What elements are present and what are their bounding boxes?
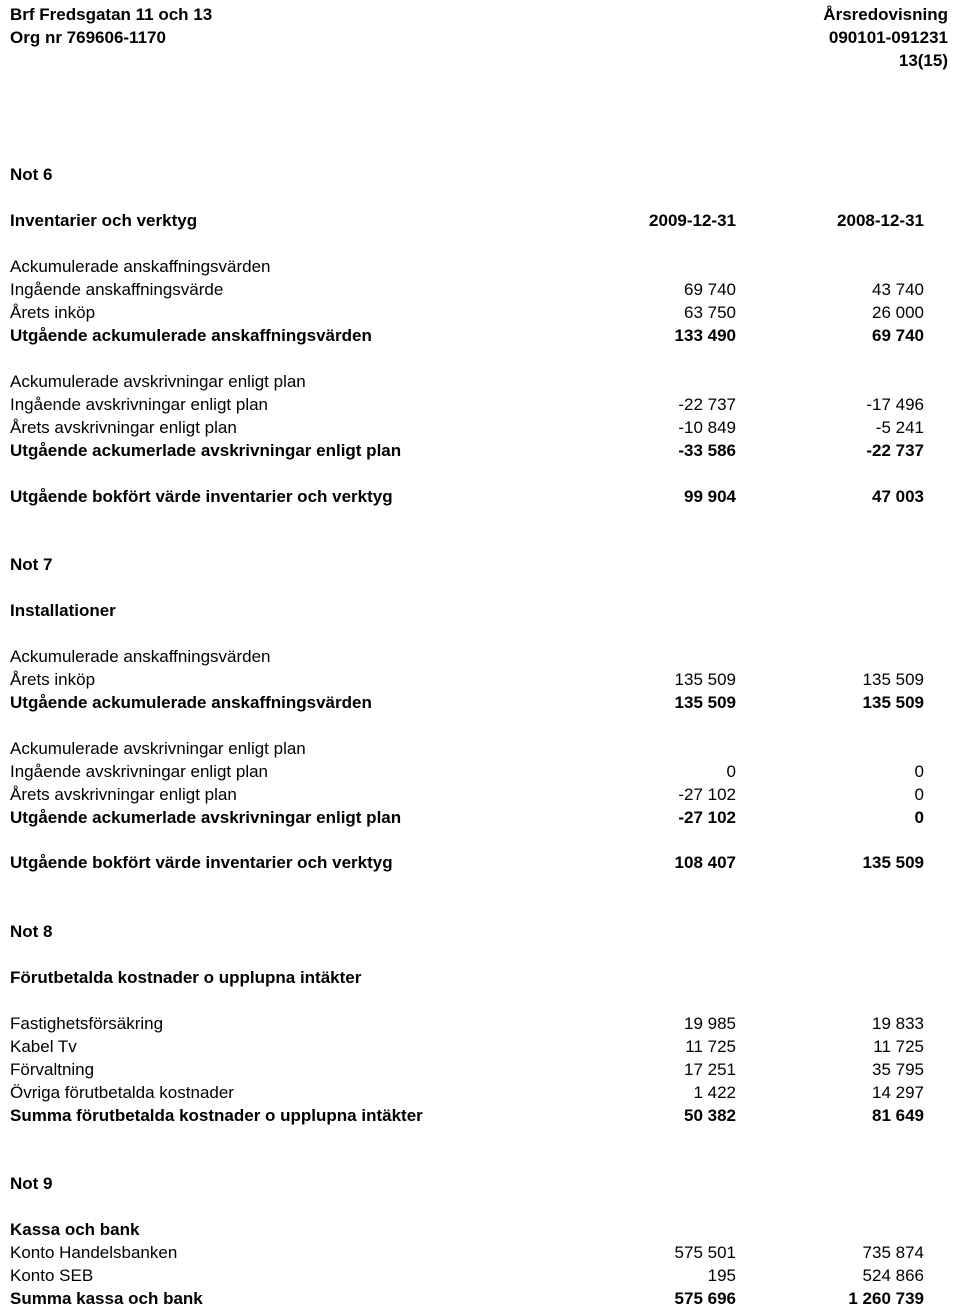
table-row: Konto Handelsbanken 575 501 735 874 [10,1243,924,1262]
note-7-title: Not 7 [10,555,53,574]
table-row: Årets inköp 135 509 135 509 [10,670,924,689]
note-9-title: Not 9 [10,1174,53,1193]
table-row: Årets avskrivningar enligt plan -27 102 0 [10,785,924,804]
table-row: Ingående anskaffningsvärde 69 740 43 740 [10,280,924,299]
table-row: Fastighetsförsäkring 19 985 19 833 [10,1014,924,1033]
org-number: Org nr 769606-1170 [10,28,166,47]
note-8-subtitle: Förutbetalda kostnader o upplupna intäkter [10,968,362,987]
table-row-total: Summa förutbetalda kostnader o upplupna intäkter 50 382 81 649 [10,1106,924,1125]
page-header [10,3,948,72]
table-row: Ingående avskrivningar enligt plan -22 737 -17 496 [10,395,924,414]
note-6-title: Not 6 [10,165,53,184]
column-header-2008: 2008-12-31 [837,211,924,230]
table-row: Årets avskrivningar enligt plan -10 849 -5 241 [10,418,924,437]
note-7-subtitle: Installationer [10,601,116,620]
association-name: Brf Fredsgatan 11 och 13 [10,5,213,24]
table-row-total: Summa kassa och bank 575 696 1 260 739 [10,1289,924,1308]
table-row: Årets inköp 63 750 26 000 [10,303,924,322]
fiscal-period: 090101-091231 [828,28,948,47]
note-6-subtitle-row [10,209,924,232]
table-row-total: Utgående ackumulerade anskaffningsvärden 135 509 135 509 [10,693,924,712]
note-6-acq-heading: Ackumulerade anskaffningsvärden [10,257,271,276]
table-row-total: Utgående ackumulerade anskaffningsvärden 133 490 69 740 [10,326,924,345]
table-row: Konto SEB 195 524 866 [10,1266,924,1285]
note-6-subtitle: Inventarier och verktyg [10,211,198,230]
document-type: Årsredovisning [823,5,948,24]
page-number: 13(15) [898,51,948,70]
table-row: Övriga förutbetalda kostnader 1 422 14 297 [10,1083,924,1102]
table-row-total: Utgående ackumerlade avskrivningar enligt plan -27 102 0 [10,808,924,827]
note-6-dep-heading: Ackumulerade avskrivningar enligt plan [10,372,306,391]
column-header-2009: 2009-12-31 [649,211,736,230]
table-row: Ingående avskrivningar enligt plan 0 0 [10,762,924,781]
table-row-total: Utgående ackumerlade avskrivningar enligt plan -33 586 -22 737 [10,441,924,460]
note-9-subtitle: Kassa och bank [10,1220,140,1239]
note-7-acq-heading: Ackumulerade anskaffningsvärden [10,647,271,666]
note-7-dep-heading: Ackumulerade avskrivningar enligt plan [10,739,306,758]
table-row: Kabel Tv 11 725 11 725 [10,1037,924,1056]
table-row-book-value: Utgående bokfört värde inventarier och verktyg 108 407 135 509 [10,853,924,872]
table-row-book-value: Utgående bokfört värde inventarier och verktyg 99 904 47 003 [10,487,924,506]
table-row: Förvaltning 17 251 35 795 [10,1060,924,1079]
note-8-title: Not 8 [10,922,53,941]
